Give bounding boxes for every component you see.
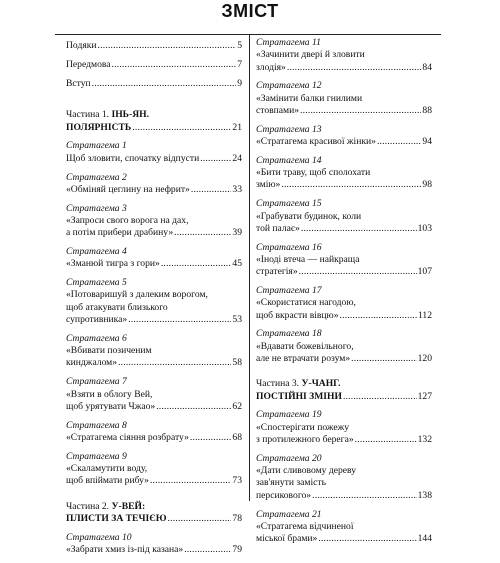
stratagem-number: Стратагема 12: [256, 80, 322, 92]
part-title: ІНЬ-ЯН.: [111, 109, 150, 121]
spacer: [256, 545, 432, 552]
entry-title-last-text: але не втрачати розум»: [256, 353, 351, 365]
entry-title-line: «Стратагема відчиненої: [256, 520, 354, 532]
entry-title-last: [66, 258, 242, 270]
entry-title-line: «Спостерігати пожежу: [256, 421, 350, 433]
stratagem-number: Стратагема 4: [66, 246, 127, 258]
stratagem-number: Стратагема 15: [256, 198, 322, 210]
entry-title-last: [66, 475, 242, 487]
stratagem-number: Стратагема 21: [256, 508, 322, 520]
toc-left-column: [66, 40, 242, 563]
entry-title-last: [66, 153, 242, 165]
entry-title-last-text: злодія»: [256, 61, 286, 73]
stratagem-number: Стратагема 8: [66, 419, 127, 431]
dot-leader: [156, 401, 231, 413]
stratagem-number: Стратагема 18: [256, 328, 322, 340]
entry-title-line: «Зачинити двері й зловити: [256, 49, 365, 61]
entry-title-line: «Вбивати позиченим: [66, 345, 152, 357]
dot-leader: [281, 179, 421, 191]
dot-leader: [190, 432, 232, 444]
toc-entry: [66, 246, 242, 271]
part-heading-line1: [66, 501, 242, 513]
entry-title-last-text: а потім прибери драбину»: [66, 227, 174, 239]
dot-leader: [150, 475, 231, 487]
entry-title-line: «Грабувати будинок, коли: [256, 210, 362, 222]
entry-title-last-text: щоб вкрасти вівцю»: [256, 309, 339, 321]
front-matter-entry: [66, 40, 242, 52]
page-number: 58: [232, 357, 242, 369]
toc-right-column: [256, 37, 432, 552]
entry-title-last: [66, 184, 242, 196]
page-number: 24: [232, 152, 242, 164]
toc-entry: [256, 285, 432, 322]
part-heading-line2-text: ПОЛЯРНІСТЬ: [66, 121, 132, 133]
dot-leader: [377, 136, 421, 148]
column-divider: [249, 35, 250, 501]
toc-entry: [66, 451, 242, 488]
page-number: 138: [417, 489, 432, 501]
entry-title-line: «Скористатися нагодою,: [256, 297, 356, 309]
entry-title-last: [66, 432, 242, 444]
page-number: 21: [232, 121, 242, 133]
part-heading: [66, 501, 242, 526]
dot-leader: [98, 40, 237, 52]
spacer: [66, 556, 242, 563]
page-number: 107: [417, 266, 432, 278]
dot-leader: [184, 544, 231, 556]
entry-title-line: «Дати сливовому дереву: [256, 465, 357, 477]
entry-title-last-text: з протилежного берега»: [256, 434, 354, 446]
page-number: 9: [237, 77, 242, 89]
entry-title-last-text: Щоб зловити, спочатку відпусти: [66, 152, 200, 164]
entry-title-last: [256, 533, 432, 545]
part-heading-line2: [66, 122, 242, 134]
stratagem-number: Стратагема 7: [66, 376, 127, 388]
entry-title-last: [256, 62, 432, 74]
dot-leader: [132, 122, 231, 134]
entry-title-last-text: міської брами»: [256, 533, 318, 545]
page-number: 45: [232, 258, 242, 270]
entry-title-last-text: стратегія»: [256, 266, 298, 278]
dot-leader: [312, 490, 417, 502]
dot-leader: [174, 227, 231, 239]
toc-entry: [256, 509, 432, 546]
entry-title-last: [256, 223, 432, 235]
page-number: 94: [422, 136, 432, 148]
part-prefix: Частина 2.: [66, 500, 110, 512]
toc-entry: [256, 328, 432, 365]
entry-title-line: щоб атакувати близького: [66, 301, 168, 313]
dot-leader: [287, 62, 422, 74]
toc-entry: [66, 532, 242, 557]
toc-entry: [66, 172, 242, 197]
toc-entry: [66, 140, 242, 165]
entry-title-line: зав'янути замість: [256, 477, 326, 489]
entry-title-last-text: кинджалом»: [66, 357, 118, 369]
page-number: 73: [232, 475, 242, 487]
page-title: ЗМІСТ: [221, 1, 279, 21]
dot-leader: [340, 310, 417, 322]
entry-title-last-text: змію»: [256, 179, 281, 191]
page-number: 103: [417, 222, 432, 234]
part-heading-line1: [256, 378, 432, 390]
entry-title-last-text: той палає»: [256, 222, 300, 234]
entry-title-line: «Скаламутити воду,: [66, 463, 148, 475]
page-number: 144: [417, 533, 432, 545]
entry-title-last: [256, 179, 432, 191]
entry-title-line: «Іноді втеча — найкраща: [256, 253, 360, 265]
dot-leader: [301, 223, 417, 235]
front-matter-entry-text: Вступ: [66, 77, 91, 89]
front-matter-entry: [66, 78, 242, 90]
page-number: 39: [232, 227, 242, 239]
page-number: 88: [422, 104, 432, 116]
entry-title-last: [66, 227, 242, 239]
toc-entry: [66, 333, 242, 370]
page-number: 78: [232, 512, 242, 524]
part-heading: [256, 378, 432, 403]
page-number: 98: [422, 179, 432, 191]
entry-title-last: [66, 401, 242, 413]
stratagem-number: Стратагема 6: [66, 332, 127, 344]
entry-title-last: [256, 310, 432, 322]
entry-title-last-text: супротивника»: [66, 314, 128, 326]
toc-entry: [256, 409, 432, 446]
stratagem-number: Стратагема 19: [256, 409, 322, 421]
part-prefix: Частина 3.: [256, 378, 300, 390]
front-matter-entry-text: Подяки: [66, 40, 97, 51]
part-heading: [66, 109, 242, 134]
entry-title-last-text: стовпами»: [256, 104, 300, 116]
dot-leader: [128, 314, 231, 326]
dot-leader: [191, 184, 232, 196]
entry-title-last-text: щоб впіймати рибу»: [66, 475, 149, 487]
entry-title-line: «Потоваришуй з далеким ворогом,: [66, 289, 208, 301]
dot-leader: [318, 533, 416, 545]
page-number: 127: [417, 390, 432, 402]
entry-title-last: [256, 434, 432, 446]
toc-entry: [66, 376, 242, 413]
stratagem-number: Стратагема 17: [256, 285, 322, 297]
front-matter-entry: [66, 59, 242, 71]
page-number: 79: [232, 544, 242, 555]
part-heading-line2-text: ПОСТІЙНІ ЗМІНИ: [256, 390, 342, 402]
stratagem-number: Стратагема 5: [66, 277, 127, 289]
stratagem-number: Стратагема 16: [256, 241, 322, 253]
entry-title-last: [256, 353, 432, 365]
entry-title-line: «Взяти в облогу Вей,: [66, 388, 153, 400]
entry-title-last: [66, 357, 242, 369]
page-number: 5: [237, 40, 242, 51]
toc-entry: [256, 37, 432, 74]
part-heading-line2: [256, 391, 432, 403]
toc-entry: [256, 453, 432, 502]
page-number: 68: [232, 431, 242, 443]
entry-title-line: «Бити траву, щоб сполохати: [256, 167, 371, 179]
toc-entry: [66, 203, 242, 240]
entry-title-last: [256, 490, 432, 502]
toc-entry: [256, 124, 432, 149]
dot-leader: [343, 391, 417, 403]
part-prefix: Частина 1.: [66, 109, 110, 121]
entry-title-last-text: «Стратагема сіяння розбрату»: [66, 431, 189, 443]
entry-title-last: [66, 314, 242, 326]
dot-leader: [200, 153, 231, 165]
stratagem-number: Стратагема 3: [66, 202, 127, 214]
dot-leader: [112, 59, 237, 71]
entry-title-last: [256, 105, 432, 117]
entry-title-last-text: персикового»: [256, 489, 312, 501]
entry-title-line: «Замінити балки гнилими: [256, 92, 363, 104]
stratagem-number: Стратагема 10: [66, 531, 132, 543]
entry-title-line: «Вдавати божевільного,: [256, 340, 354, 352]
dot-leader: [161, 258, 232, 270]
dot-leader: [92, 78, 237, 90]
stratagem-number: Стратагема 13: [256, 123, 322, 135]
toc-entry: [256, 198, 432, 235]
part-heading-line2-text: ПЛИСТИ ЗА ТЕЧІЄЮ: [66, 512, 167, 524]
entry-title-last: [256, 136, 432, 148]
dot-leader: [355, 434, 417, 446]
page-number: 112: [417, 309, 432, 321]
toc-entry: [66, 420, 242, 445]
toc-entry: [66, 277, 242, 326]
dot-leader: [118, 357, 231, 369]
front-matter-entry-text: Передмова: [66, 58, 111, 70]
page-number: 120: [417, 353, 432, 365]
page-number: 7: [237, 58, 242, 70]
entry-title-last-text: «Стратагема красивої жінки»: [256, 136, 376, 148]
toc-entry: [256, 242, 432, 279]
part-title: У-ЧАНГ.: [301, 378, 341, 390]
stratagem-number: Стратагема 2: [66, 171, 127, 183]
dot-leader: [168, 513, 232, 525]
dot-leader: [299, 266, 417, 278]
page-number: 84: [422, 61, 432, 73]
entry-title-last-text: «Забрати хмиз із-під казана»: [66, 544, 184, 555]
stratagem-number: Стратагема 11: [256, 37, 321, 48]
page-number: 53: [232, 314, 242, 326]
entry-title-last: [66, 544, 242, 556]
entry-title-last-text: щоб урятувати Чжао»: [66, 400, 156, 412]
stratagem-number: Стратагема 20: [256, 452, 322, 464]
stratagem-number: Стратагема 9: [66, 450, 127, 462]
entry-title-last-text: «Обміняй цеглину на нефрит»: [66, 183, 190, 195]
part-heading-line2: [66, 513, 242, 525]
toc-entry: [256, 155, 432, 192]
entry-title-line: «Запроси свого ворога на дах,: [66, 214, 189, 226]
page-number: 132: [417, 434, 432, 446]
toc-entry: [256, 80, 432, 117]
part-heading-line1: [66, 109, 242, 121]
dot-leader: [300, 105, 421, 117]
entry-title-last-text: «Зманюй тигра з гори»: [66, 258, 160, 270]
stratagem-number: Стратагема 1: [66, 140, 127, 152]
part-title: У-ВЕЙ:: [111, 500, 146, 512]
page-number: 62: [232, 400, 242, 412]
entry-title-last: [256, 266, 432, 278]
dot-leader: [351, 353, 416, 365]
page-number: 33: [232, 183, 242, 195]
stratagem-number: Стратагема 14: [256, 154, 322, 166]
